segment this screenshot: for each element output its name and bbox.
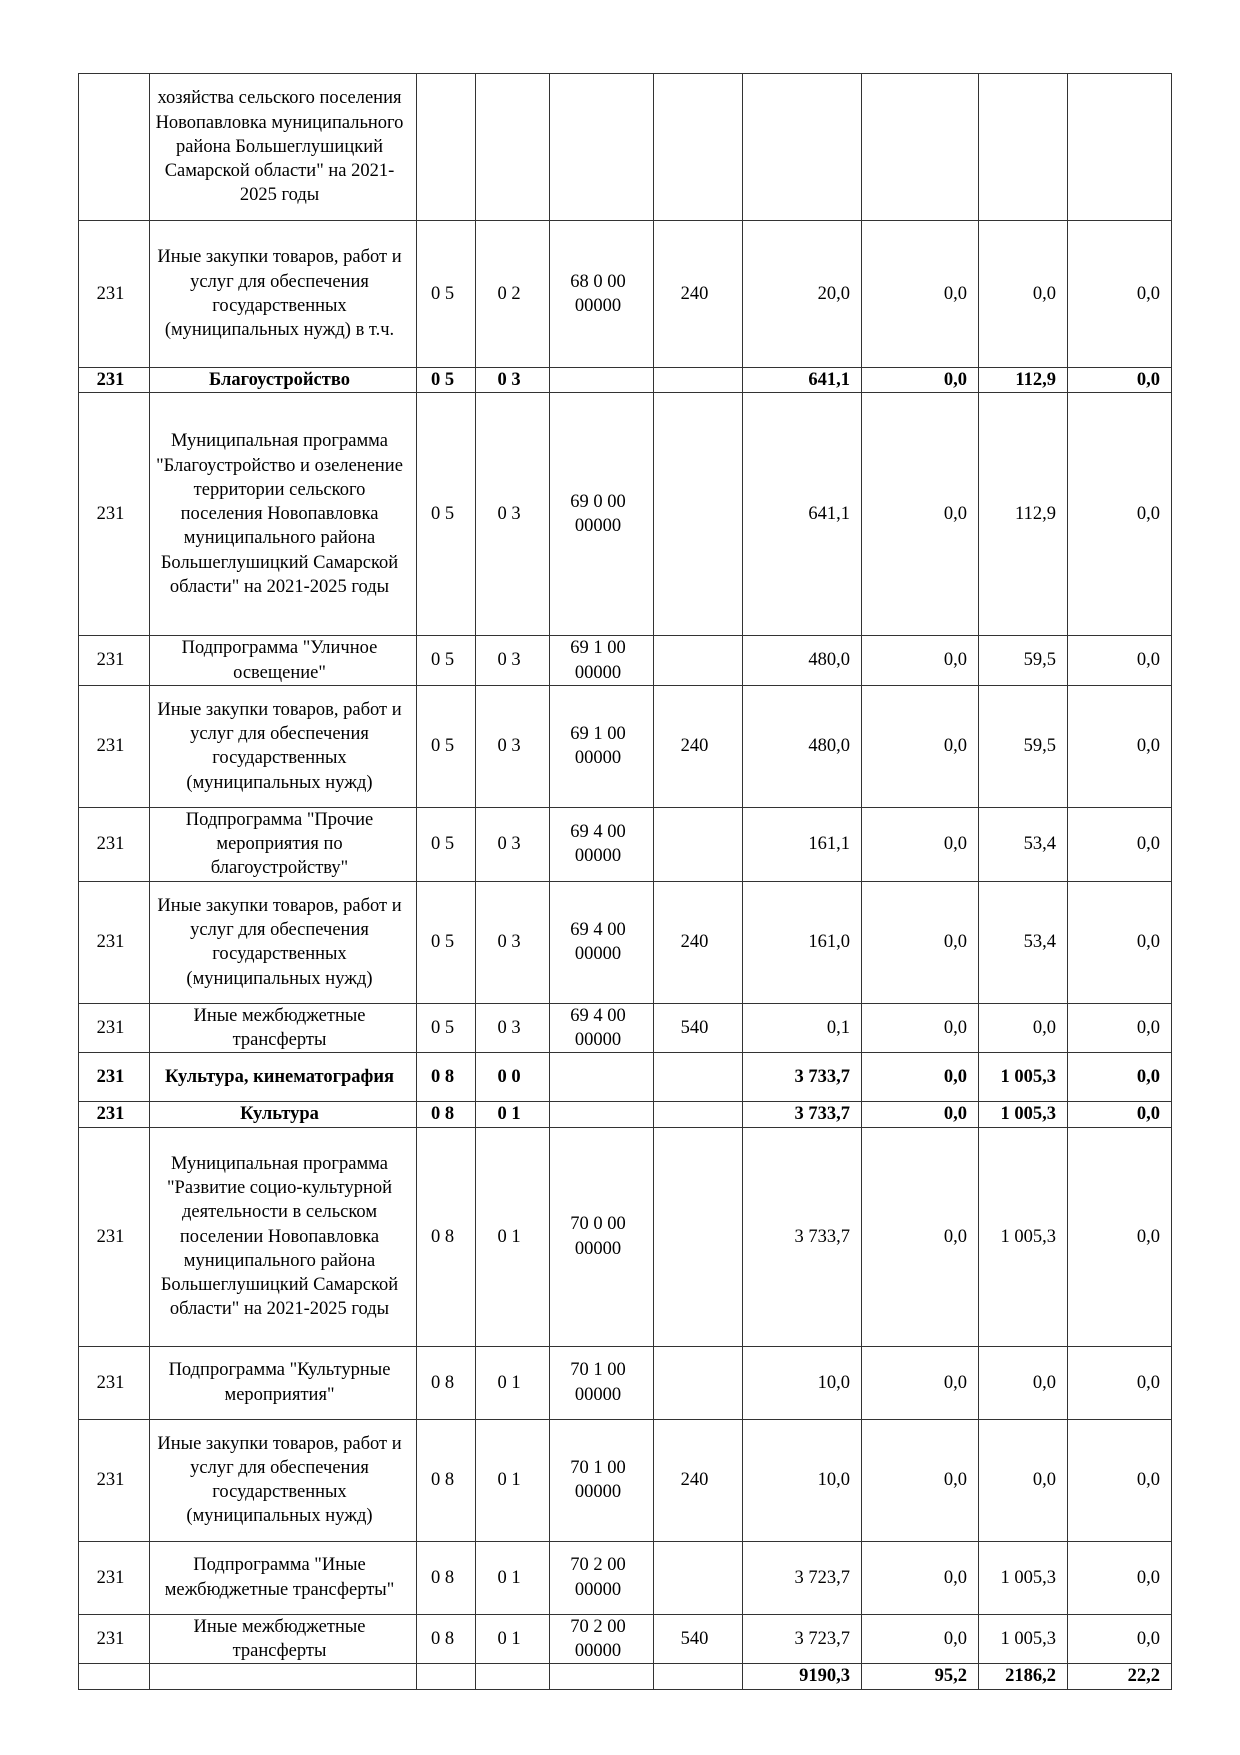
amount-cell-2: 0,0 [862, 1614, 979, 1664]
target-article-cell: 70 2 00 00000 [550, 1614, 654, 1664]
amount-cell-2: 95,2 [862, 1664, 979, 1689]
subsection-code-cell: 0 3 [476, 881, 550, 1003]
amount-cell-1: 161,0 [743, 881, 862, 1003]
row-name-cell: Иные закупки товаров, работ и услуг для обеспечения государственных (муниципальных нужд) [150, 685, 417, 807]
subsection-code-cell: 0 1 [476, 1346, 550, 1419]
row-name-cell: Культура, кинематография [150, 1053, 417, 1102]
expense-type-cell: 240 [654, 881, 743, 1003]
total-row [79, 1664, 1172, 1689]
row-code-cell: 231 [79, 393, 150, 636]
amount-cell-1: 641,1 [743, 393, 862, 636]
amount-cell-1: 161,1 [743, 807, 862, 881]
table-row [79, 807, 1172, 881]
row-name-cell: Подпрограмма "Прочие мероприятия по благоустройству" [150, 807, 417, 881]
amount-cell-4: 0,0 [1068, 368, 1172, 393]
row-name-cell: Культура [150, 1102, 417, 1127]
amount-cell-3: 59,5 [979, 636, 1068, 686]
expense-type-cell: 240 [654, 685, 743, 807]
row-name-cell: Благоустройство [150, 368, 417, 393]
table-row [79, 685, 1172, 807]
table-row [79, 1053, 1172, 1102]
expense-type-cell [654, 74, 743, 221]
amount-cell-1 [743, 74, 862, 221]
row-code-cell: 231 [79, 1102, 150, 1127]
subsection-code-cell: 0 3 [476, 1003, 550, 1053]
table-row [79, 1346, 1172, 1419]
amount-cell-2: 0,0 [862, 368, 979, 393]
row-name-cell: Иные межбюджетные трансферты [150, 1614, 417, 1664]
target-article-cell: 69 4 00 00000 [550, 881, 654, 1003]
section-code-cell: 0 8 [417, 1614, 476, 1664]
amount-cell-3: 112,9 [979, 368, 1068, 393]
section-code-cell: 0 5 [417, 393, 476, 636]
row-name-cell: Иные межбюджетные трансферты [150, 1003, 417, 1053]
amount-cell-3: 112,9 [979, 393, 1068, 636]
section-code-cell: 0 8 [417, 1419, 476, 1541]
section-code-cell: 0 8 [417, 1541, 476, 1614]
section-code-cell: 0 8 [417, 1053, 476, 1102]
amount-cell-1: 3 733,7 [743, 1053, 862, 1102]
table-row [79, 881, 1172, 1003]
row-code-cell: 231 [79, 221, 150, 368]
expense-type-cell [654, 1541, 743, 1614]
amount-cell-4: 0,0 [1068, 881, 1172, 1003]
amount-cell-1: 3 723,7 [743, 1541, 862, 1614]
row-code-cell [79, 1664, 150, 1689]
amount-cell-1: 3 733,7 [743, 1127, 862, 1346]
subsection-code-cell [476, 74, 550, 221]
expense-type-cell [654, 1102, 743, 1127]
expense-type-cell: 540 [654, 1003, 743, 1053]
expense-type-cell [654, 1664, 743, 1689]
row-name-cell: Муниципальная программа "Благоустройство и озеленение территории сельского поселения Новопавловка муниципального района Большеглушицкий Самарской области" на 2021-2025 годы [150, 393, 417, 636]
section-code-cell: 0 5 [417, 1003, 476, 1053]
row-name-cell: Подпрограмма "Иные межбюджетные трансферты" [150, 1541, 417, 1614]
amount-cell-3: 1 005,3 [979, 1541, 1068, 1614]
subsection-code-cell: 0 3 [476, 636, 550, 686]
expense-type-cell [654, 1127, 743, 1346]
target-article-cell: 69 1 00 00000 [550, 685, 654, 807]
amount-cell-2: 0,0 [862, 1419, 979, 1541]
row-name-cell [150, 1664, 417, 1689]
amount-cell-3: 0,0 [979, 221, 1068, 368]
table-row [79, 221, 1172, 368]
amount-cell-4: 0,0 [1068, 1102, 1172, 1127]
budget-table [78, 73, 1172, 1690]
amount-cell-1: 3 733,7 [743, 1102, 862, 1127]
section-code-cell: 0 5 [417, 881, 476, 1003]
section-code-cell: 0 5 [417, 685, 476, 807]
target-article-cell: 70 2 00 00000 [550, 1541, 654, 1614]
subsection-code-cell: 0 1 [476, 1102, 550, 1127]
subsection-code-cell: 0 2 [476, 221, 550, 368]
table-row [79, 636, 1172, 686]
row-name-cell: Иные закупки товаров, работ и услуг для обеспечения государственных (муниципальных нужд) [150, 1419, 417, 1541]
subsection-code-cell: 0 3 [476, 393, 550, 636]
amount-cell-4 [1068, 74, 1172, 221]
subsection-code-cell: 0 3 [476, 807, 550, 881]
subsection-code-cell: 0 1 [476, 1614, 550, 1664]
section-code-cell: 0 5 [417, 807, 476, 881]
target-article-cell: 69 1 00 00000 [550, 636, 654, 686]
table-row [79, 1003, 1172, 1053]
expense-type-cell: 540 [654, 1614, 743, 1664]
target-article-cell: 69 4 00 00000 [550, 1003, 654, 1053]
table-row [79, 1419, 1172, 1541]
row-name-cell: Иные закупки товаров, работ и услуг для обеспечения государственных (муниципальных нужд) [150, 881, 417, 1003]
row-code-cell: 231 [79, 368, 150, 393]
amount-cell-3: 1 005,3 [979, 1614, 1068, 1664]
target-article-cell [550, 368, 654, 393]
amount-cell-2: 0,0 [862, 636, 979, 686]
amount-cell-2: 0,0 [862, 881, 979, 1003]
subsection-code-cell: 0 1 [476, 1541, 550, 1614]
row-code-cell: 231 [79, 685, 150, 807]
amount-cell-3: 1 005,3 [979, 1127, 1068, 1346]
subsection-code-cell: 0 3 [476, 368, 550, 393]
target-article-cell: 70 1 00 00000 [550, 1419, 654, 1541]
amount-cell-1: 480,0 [743, 685, 862, 807]
amount-cell-2: 0,0 [862, 685, 979, 807]
expense-type-cell: 240 [654, 221, 743, 368]
expense-type-cell: 240 [654, 1419, 743, 1541]
expense-type-cell [654, 1053, 743, 1102]
amount-cell-3 [979, 74, 1068, 221]
amount-cell-3: 2186,2 [979, 1664, 1068, 1689]
amount-cell-2: 0,0 [862, 1127, 979, 1346]
target-article-cell [550, 1102, 654, 1127]
target-article-cell [550, 1664, 654, 1689]
row-name-cell: Муниципальная программа "Развитие социо-культурной деятельности в сельском поселении Новопавловка муниципального района Большеглушицкий Самарской области" на 2021-2025 годы [150, 1127, 417, 1346]
amount-cell-4: 0,0 [1068, 685, 1172, 807]
table-row [79, 1127, 1172, 1346]
section-code-cell: 0 8 [417, 1346, 476, 1419]
row-code-cell: 231 [79, 807, 150, 881]
amount-cell-4: 0,0 [1068, 1614, 1172, 1664]
row-code-cell: 231 [79, 636, 150, 686]
amount-cell-4: 0,0 [1068, 1346, 1172, 1419]
amount-cell-1: 641,1 [743, 368, 862, 393]
amount-cell-4: 0,0 [1068, 1127, 1172, 1346]
amount-cell-3: 1 005,3 [979, 1102, 1068, 1127]
amount-cell-1: 20,0 [743, 221, 862, 368]
table-row [79, 74, 1172, 221]
amount-cell-4: 0,0 [1068, 393, 1172, 636]
section-code-cell: 0 5 [417, 636, 476, 686]
section-code-cell: 0 8 [417, 1127, 476, 1346]
row-name-cell: Подпрограмма "Культурные мероприятия" [150, 1346, 417, 1419]
row-name-cell: хозяйства сельского поселения Новопавловка муниципального района Большеглушицкий Самарской области" на 2021-2025 годы [150, 74, 417, 221]
row-code-cell: 231 [79, 1003, 150, 1053]
row-code-cell: 231 [79, 1127, 150, 1346]
amount-cell-3: 59,5 [979, 685, 1068, 807]
amount-cell-2: 0,0 [862, 1053, 979, 1102]
amount-cell-1: 10,0 [743, 1419, 862, 1541]
amount-cell-2 [862, 74, 979, 221]
expense-type-cell [654, 393, 743, 636]
amount-cell-2: 0,0 [862, 1541, 979, 1614]
amount-cell-4: 0,0 [1068, 1053, 1172, 1102]
expense-type-cell [654, 636, 743, 686]
amount-cell-1: 480,0 [743, 636, 862, 686]
subsection-code-cell: 0 0 [476, 1053, 550, 1102]
amount-cell-3: 0,0 [979, 1346, 1068, 1419]
row-code-cell: 231 [79, 1541, 150, 1614]
expense-type-cell [654, 368, 743, 393]
row-code-cell: 231 [79, 1614, 150, 1664]
amount-cell-4: 0,0 [1068, 221, 1172, 368]
target-article-cell: 70 0 00 00000 [550, 1127, 654, 1346]
target-article-cell: 69 4 00 00000 [550, 807, 654, 881]
section-code-cell: 0 8 [417, 1102, 476, 1127]
amount-cell-4: 0,0 [1068, 636, 1172, 686]
amount-cell-4: 0,0 [1068, 1541, 1172, 1614]
table-body [79, 74, 1172, 1690]
section-code-cell [417, 1664, 476, 1689]
amount-cell-2: 0,0 [862, 1102, 979, 1127]
section-code-cell: 0 5 [417, 368, 476, 393]
subsection-code-cell: 0 3 [476, 685, 550, 807]
row-code-cell [79, 74, 150, 221]
amount-cell-2: 0,0 [862, 221, 979, 368]
amount-cell-3: 1 005,3 [979, 1053, 1068, 1102]
amount-cell-3: 53,4 [979, 881, 1068, 1003]
row-code-cell: 231 [79, 1053, 150, 1102]
table-row [79, 393, 1172, 636]
table-row [79, 1614, 1172, 1664]
row-code-cell: 231 [79, 1419, 150, 1541]
amount-cell-1: 3 723,7 [743, 1614, 862, 1664]
amount-cell-3: 53,4 [979, 807, 1068, 881]
target-article-cell: 69 0 00 00000 [550, 393, 654, 636]
table-row [79, 1541, 1172, 1614]
table-row [79, 1102, 1172, 1127]
amount-cell-2: 0,0 [862, 807, 979, 881]
amount-cell-2: 0,0 [862, 1346, 979, 1419]
amount-cell-1: 0,1 [743, 1003, 862, 1053]
amount-cell-1: 10,0 [743, 1346, 862, 1419]
table-row [79, 368, 1172, 393]
amount-cell-2: 0,0 [862, 1003, 979, 1053]
section-code-cell: 0 5 [417, 221, 476, 368]
subsection-code-cell: 0 1 [476, 1419, 550, 1541]
row-name-cell: Иные закупки товаров, работ и услуг для обеспечения государственных (муниципальных нужд) в т.ч. [150, 221, 417, 368]
amount-cell-2: 0,0 [862, 393, 979, 636]
row-name-cell: Подпрограмма "Уличное освещение" [150, 636, 417, 686]
expense-type-cell [654, 1346, 743, 1419]
row-code-cell: 231 [79, 1346, 150, 1419]
target-article-cell: 70 1 00 00000 [550, 1346, 654, 1419]
amount-cell-4: 0,0 [1068, 1003, 1172, 1053]
subsection-code-cell [476, 1664, 550, 1689]
amount-cell-3: 0,0 [979, 1419, 1068, 1541]
amount-cell-1: 9190,3 [743, 1664, 862, 1689]
target-article-cell [550, 1053, 654, 1102]
row-code-cell: 231 [79, 881, 150, 1003]
subsection-code-cell: 0 1 [476, 1127, 550, 1346]
amount-cell-4: 0,0 [1068, 1419, 1172, 1541]
amount-cell-4: 0,0 [1068, 807, 1172, 881]
expense-type-cell [654, 807, 743, 881]
target-article-cell: 68 0 00 00000 [550, 221, 654, 368]
amount-cell-4: 22,2 [1068, 1664, 1172, 1689]
amount-cell-3: 0,0 [979, 1003, 1068, 1053]
target-article-cell [550, 74, 654, 221]
section-code-cell [417, 74, 476, 221]
